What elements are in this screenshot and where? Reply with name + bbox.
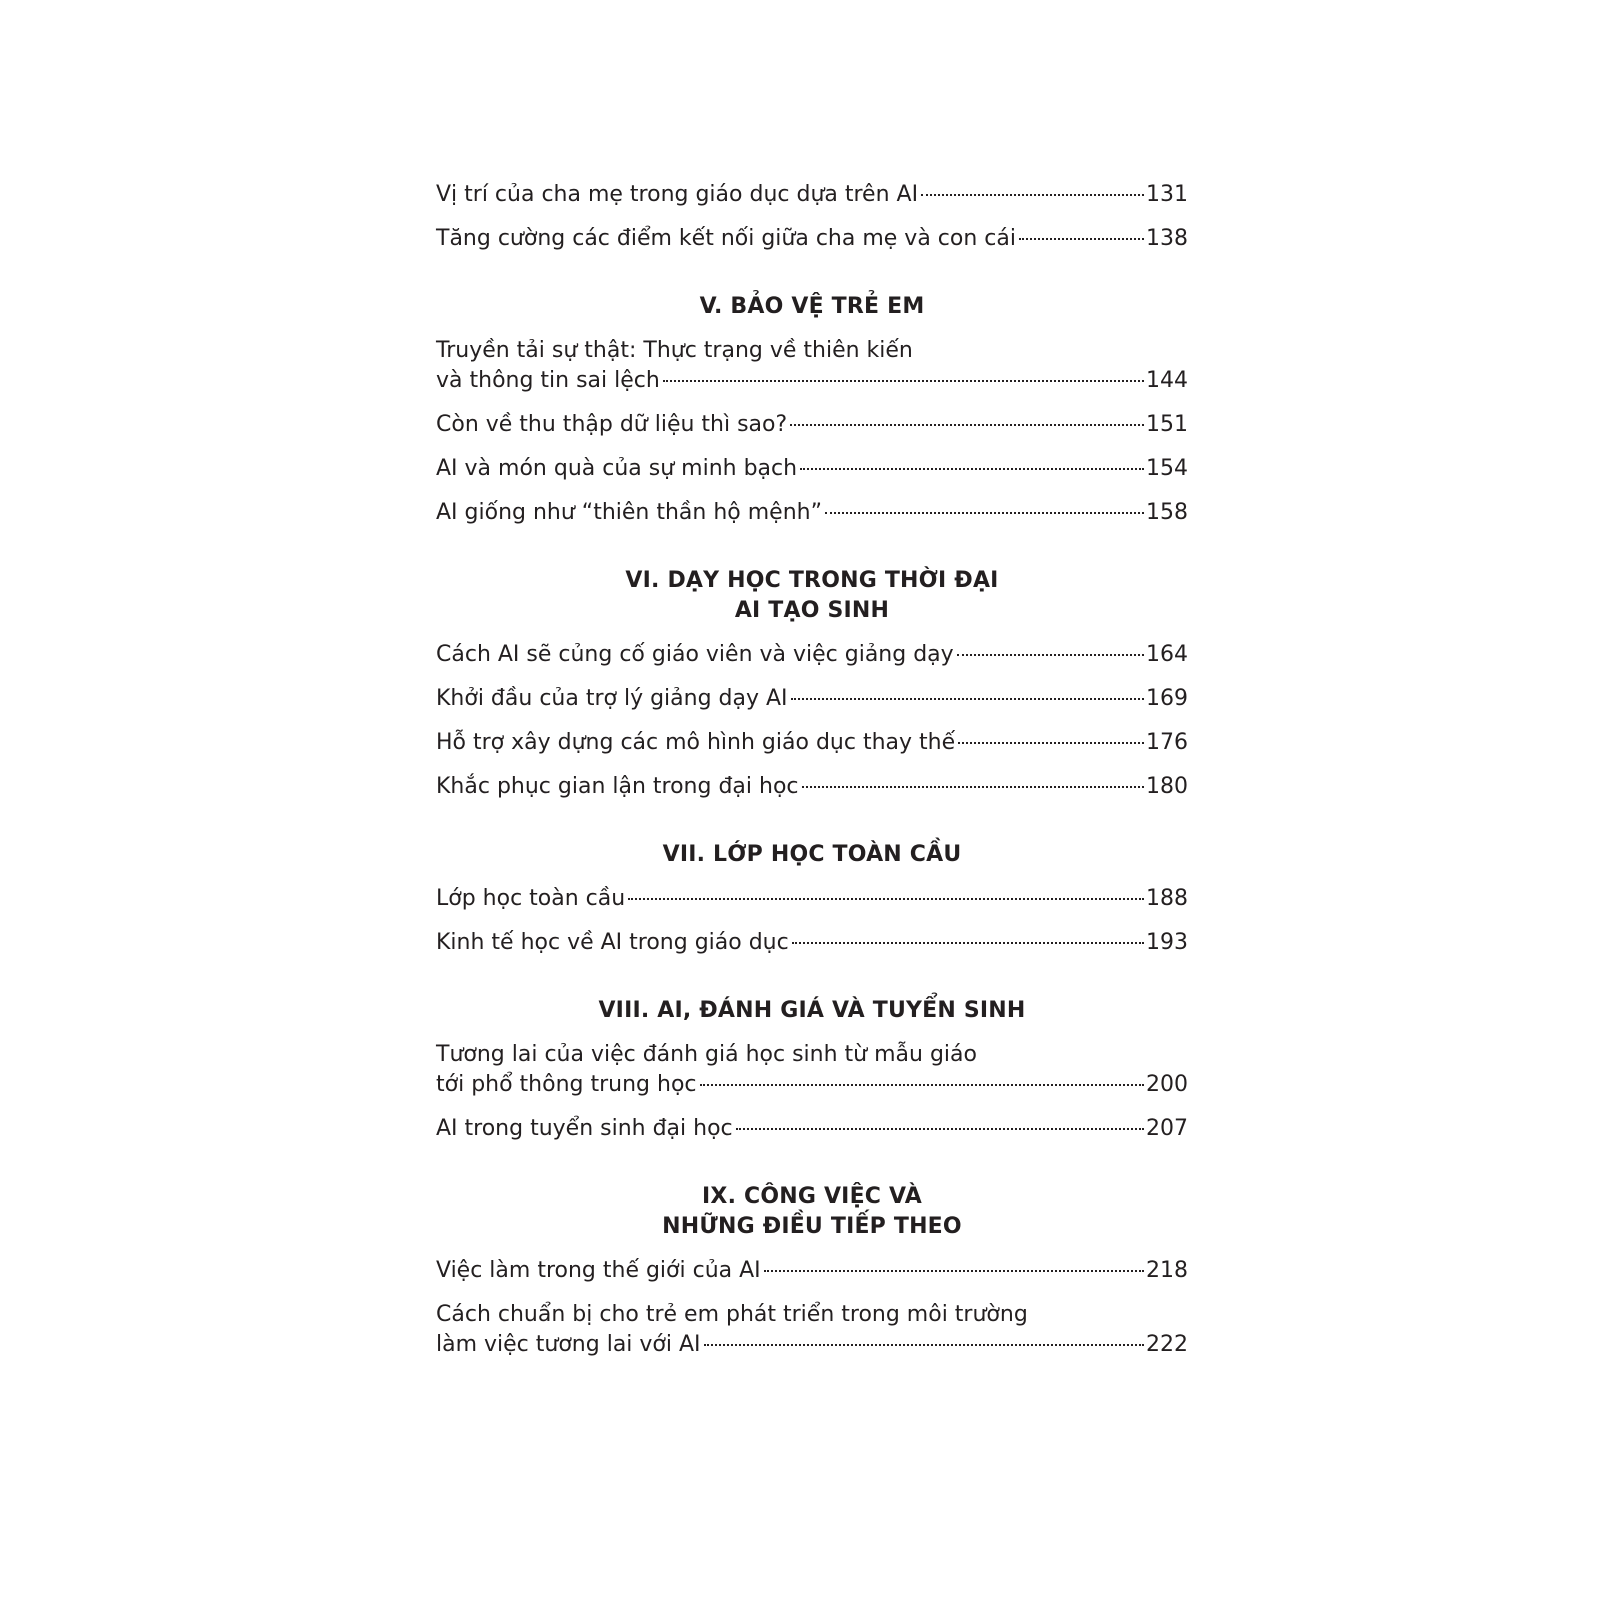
dot-leader [628, 898, 1144, 900]
section-title-line2: NHỮNG ĐIỀU TIẾP THEO [662, 1214, 962, 1239]
dot-leader [700, 1084, 1145, 1086]
section-title: VIII. AI, ĐÁNH GIÁ VÀ TUYỂN SINH [598, 998, 1026, 1023]
entry-title: AI giống như “thiên thần hộ mệnh” [436, 500, 822, 525]
page-number: 222 [1146, 1332, 1188, 1357]
page-number: 169 [1146, 686, 1188, 711]
toc-entry [436, 1256, 1188, 1286]
toc-entry [436, 772, 1188, 802]
dot-leader [802, 786, 1144, 788]
page-number: 164 [1146, 642, 1188, 667]
page-number: 158 [1146, 500, 1188, 525]
section-heading-v [436, 292, 1188, 322]
page-number: 218 [1146, 1258, 1188, 1283]
section-title: VII. LỚP HỌC TOÀN CẦU [662, 842, 962, 867]
page-number: 207 [1146, 1116, 1188, 1141]
dot-leader [825, 512, 1144, 514]
section-title: V. BẢO VỆ TRẺ EM [699, 294, 925, 319]
entry-title-line1: Tương lai của việc đánh giá học sinh từ mẫu giáo [436, 1042, 977, 1067]
toc-entry [436, 410, 1188, 440]
section-title-line2: AI TẠO SINH [734, 598, 890, 623]
entry-title: Vị trí của cha mẹ trong giáo dục dựa trên AI [436, 182, 919, 207]
entry-title: Kinh tế học về AI trong giáo dục [436, 930, 789, 955]
entry-title: Tăng cường các điểm kết nối giữa cha mẹ và con cái [436, 226, 1016, 251]
dot-leader [921, 194, 1144, 196]
toc-entry [436, 180, 1188, 210]
entry-title: Khắc phục gian lận trong đại học [436, 774, 799, 799]
dot-leader [790, 424, 1144, 426]
dot-leader [800, 468, 1144, 470]
entry-title: làm việc tương lai với AI [436, 1332, 701, 1357]
page-number: 151 [1146, 412, 1188, 437]
page-number: 180 [1146, 774, 1188, 799]
entry-title: Hỗ trợ xây dựng các mô hình giáo dục thay thế [436, 730, 956, 755]
section-heading-vi [436, 566, 1188, 626]
toc-entry [436, 684, 1188, 714]
toc-entry [436, 224, 1188, 254]
entry-title: và thông tin sai lệch [436, 368, 660, 393]
dot-leader [704, 1344, 1144, 1346]
entry-title: AI và món quà của sự minh bạch [436, 456, 798, 481]
dot-leader [957, 654, 1144, 656]
toc-entry [436, 640, 1188, 670]
page-number: 193 [1146, 930, 1188, 955]
toc-entry [436, 928, 1188, 958]
dot-leader [736, 1128, 1144, 1130]
toc-entry [436, 1040, 1188, 1100]
table-of-contents [436, 180, 1188, 1374]
section-heading-viii [436, 996, 1188, 1026]
toc-entry [436, 884, 1188, 914]
section-heading-vii [436, 840, 1188, 870]
entry-title: Lớp học toàn cầu [436, 886, 626, 911]
toc-entry [436, 1300, 1188, 1360]
dot-leader [1019, 238, 1144, 240]
dot-leader [764, 1270, 1144, 1272]
dot-leader [792, 942, 1144, 944]
page-number: 138 [1146, 226, 1188, 251]
dot-leader [791, 698, 1144, 700]
entry-title: tới phổ thông trung học [436, 1072, 697, 1097]
section-title-line1: IX. CÔNG VIỆC VÀ [702, 1184, 922, 1209]
toc-entry [436, 1114, 1188, 1144]
toc-entry [436, 498, 1188, 528]
toc-entry [436, 454, 1188, 484]
entry-title-line1: Cách chuẩn bị cho trẻ em phát triển trong môi trường [436, 1302, 1028, 1327]
entry-title: Cách AI sẽ củng cố giáo viên và việc giảng dạy [436, 642, 954, 667]
section-heading-ix [436, 1182, 1188, 1242]
entry-title: Còn về thu thập dữ liệu thì sao? [436, 412, 788, 437]
toc-entry [436, 336, 1188, 396]
entry-title: Việc làm trong thế giới của AI [436, 1258, 761, 1283]
entry-title: AI trong tuyển sinh đại học [436, 1116, 733, 1141]
page-number: 200 [1146, 1072, 1188, 1097]
toc-entry [436, 728, 1188, 758]
entry-title: Khởi đầu của trợ lý giảng dạy AI [436, 686, 788, 711]
dot-leader [958, 742, 1144, 744]
section-title-line1: VI. DẠY HỌC TRONG THỜI ĐẠI [625, 568, 999, 593]
page-number: 176 [1146, 730, 1188, 755]
page-number: 144 [1146, 368, 1188, 393]
dot-leader [663, 380, 1144, 382]
page-number: 188 [1146, 886, 1188, 911]
page-number: 131 [1146, 182, 1188, 207]
entry-title-line1: Truyền tải sự thật: Thực trạng về thiên kiến [436, 338, 913, 363]
page-number: 154 [1146, 456, 1188, 481]
